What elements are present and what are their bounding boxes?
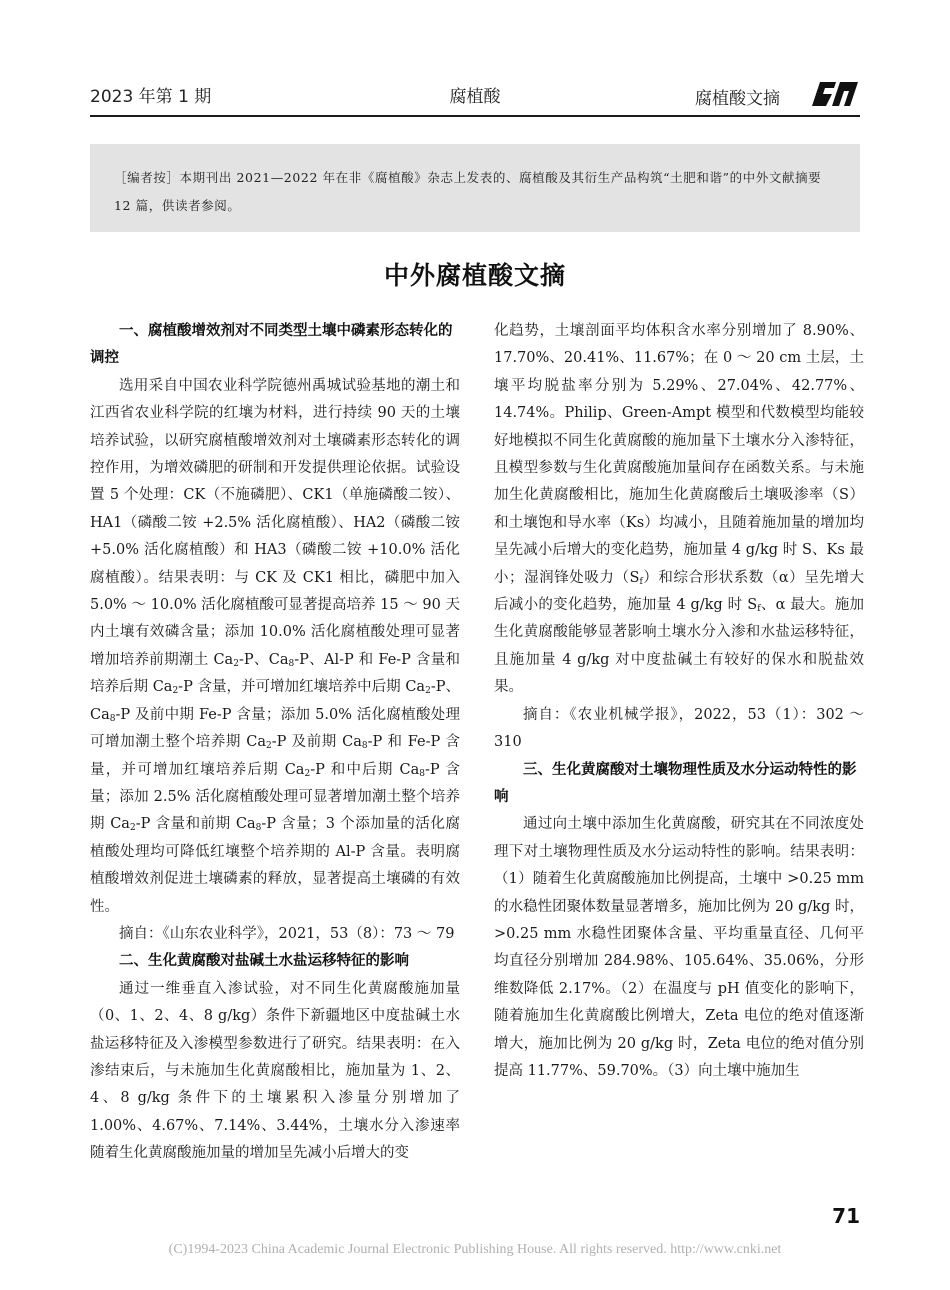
page-number: 71 [832, 1204, 860, 1228]
header-divider [90, 115, 860, 117]
page-header [90, 72, 860, 112]
journal-name: 腐植酸 [449, 87, 501, 107]
right-column [494, 318, 864, 1085]
section2-body-continued: 化趋势，土壤剖面平均体积含水率分别增加了 8.90%、17.70%、20.41%、11.67%；在 0 ～ 20 cm 土层，土壤平均脱盐率分别为 5.29%、27.04%、42.77%、14.74%。Philip、Green-Ampt 模型和代数模型均能较好地模拟不同生化黄腐酸的施加量下土壤水分入渗特征，且模型参数与生化黄腐酸施加量间存在函数关系。与未施加生化黄腐酸相比，施加生化黄腐酸后土壤吸渗率（S）和土壤饱和导水率（Ks）均减小，且随着施加量的增加均呈先减小后增大的变化趋势，施加量 4 g/kg 时 S、Ks 最小；湿润锋处吸力$(S_f)$和综合形状系数（α）呈先增大后减小的变化趋势，施加量 4 g/kg 时 $S_f$、α 最大。施加生化黄腐酸能够显著影响土壤水分入渗和水盐运移特征，且施加量 4 g/kg 对中度盐碱土有较好的保水和脱盐效果。 [494, 323, 864, 696]
copyright-watermark: (C)1994-2023 China Academic Journal Electronic Publishing House. All rights reserved. http://www.cnki.net [168, 1242, 782, 1257]
section2-body: 通过一维垂直入渗试验，对不同生化黄腐酸施加量（0、1、2、4、8 g/kg）条件下新疆地区中度盐碱土水盐运移特征及入渗模型参数进行了研究。结果表明：在入渗结束后，与未施加生化黄腐酸相比，施加量为 1、2、4、8 g/kg 条件下的土壤累积入渗量分别增加了 1.00%、4.67%、7.14%、3.44%，土壤水分入渗速率随着生化黄腐酸施加量的增加呈先减小后增大的变 [90, 980, 460, 1162]
section2-source: 摘自：《农业机械学报》，2022，53（1）：302 ～ 310 [494, 706, 864, 751]
section3-heading: 三、生化黄腐酸对土壤物理性质及水分运动特性的影响 [494, 761, 857, 805]
editor-note-text: 本期刊出 2021—2022 年在非《腐植酸》杂志上发表的、腐植酸及其衍生产品构筑“土肥和谐”的中外文献摘要 12 篇，供读者参阅。 [114, 170, 822, 213]
left-column [90, 318, 460, 1168]
section1-source: 摘自：《山东农业科学》，2021，53（8）：73 ～ 79 [119, 925, 455, 942]
page-title: 中外腐植酸文摘 [383, 261, 566, 290]
section2-heading: 二、生化黄腐酸对盐碱土水盐运移特征的影响 [119, 953, 409, 970]
section1-body: 选用采自中国农业科学院德州禹城试验基地的潮土和江西省农业科学院的红壤为材料，进行持续 90 天的土壤培养试验，以研究腐植酸增效剂对土壤磷素形态转化的调控作用，为增效磷肥的研制和开发提供理论依据。试验设置 5 个处理：CK（不施磷肥）、CK1（单施磷酸二铵）、HA1（磷酸二铵 +2.5% 活化腐植酸）、HA2（磷酸二铵 +5.0% 活化腐植酸）和 HA3（磷酸二铵 +10.0% 活化腐植酸）。结果表明：与 CK 及 CK1 相比，磷肥中加入 5.0% ～ 10.0% 活化腐植酸可显著提高培养 15 ～ 90 天内土壤有效磷含量；添加 10.0% 活化腐植酸处理可显著增加培养前期潮土 $Ca_2-P$、$Ca_8-P$、Al-P 和 Fe-P 含量和培养后期 $Ca_2-P$ 含量，并可增加红壤培养中后期 $Ca_2-P$、$Ca_8-P$ 及前中期 Fe-P 含量；添加 5.0% 活化腐植酸处理可增加潮土整个培养期 $Ca_2-P$ 及前期 $Ca_8-P$ 和 Fe-P 含量，并可增加红壤培养后期 $Ca_2-P$ 和中后期 $Ca_8-P$ 含量；添加 2.5% 活化腐植酸处理可显著增加潮土整个培养期 $Ca_2-P$ 含量和前期 $Ca_8-P$ 含量；3 个添加量的活化腐植酸处理均可降低红壤整个培养期的 Al-P 含量。表明腐植酸增效剂促进土壤磷素的释放，显著提高土壤磷的有效性。 [90, 377, 461, 915]
column-name: 腐植酸文摘 [695, 89, 780, 109]
section3-body: 通过向土壤中添加生化黄腐酸，研究其在不同浓度处理下对土壤物理性质及水分运动特性的影响。结果表明：（1）随着生化黄腐酸施加比例提高，土壤中 >0.25 mm 的水稳性团聚体数量显著增多，施加比例为 20 g/kg 时，>0.25 mm 水稳性团聚体含量、平均重量直径、几何平均直径分别增加 284.98%、105.64%、35.06%，分形维数降低 2.17%。（2）在温度与 pH 值变化的影响下，随着施加生化黄腐酸比例增大，Zeta 电位的绝对值逐渐增大，施加比例为 20 g/kg 时，Zeta 电位的绝对值分别提高 11.77%、59.70%。（3）向土壤中施加生 [494, 816, 864, 1079]
journal-logo-icon [806, 76, 860, 110]
editor-note [90, 144, 860, 232]
editor-note-tag: ［编者按］ [114, 170, 180, 185]
issue-label: 2023 年第 1 期 [90, 87, 212, 107]
section1-heading: 一、腐植酸增效剂对不同类型土壤中磷素形态转化的调控 [90, 323, 453, 367]
